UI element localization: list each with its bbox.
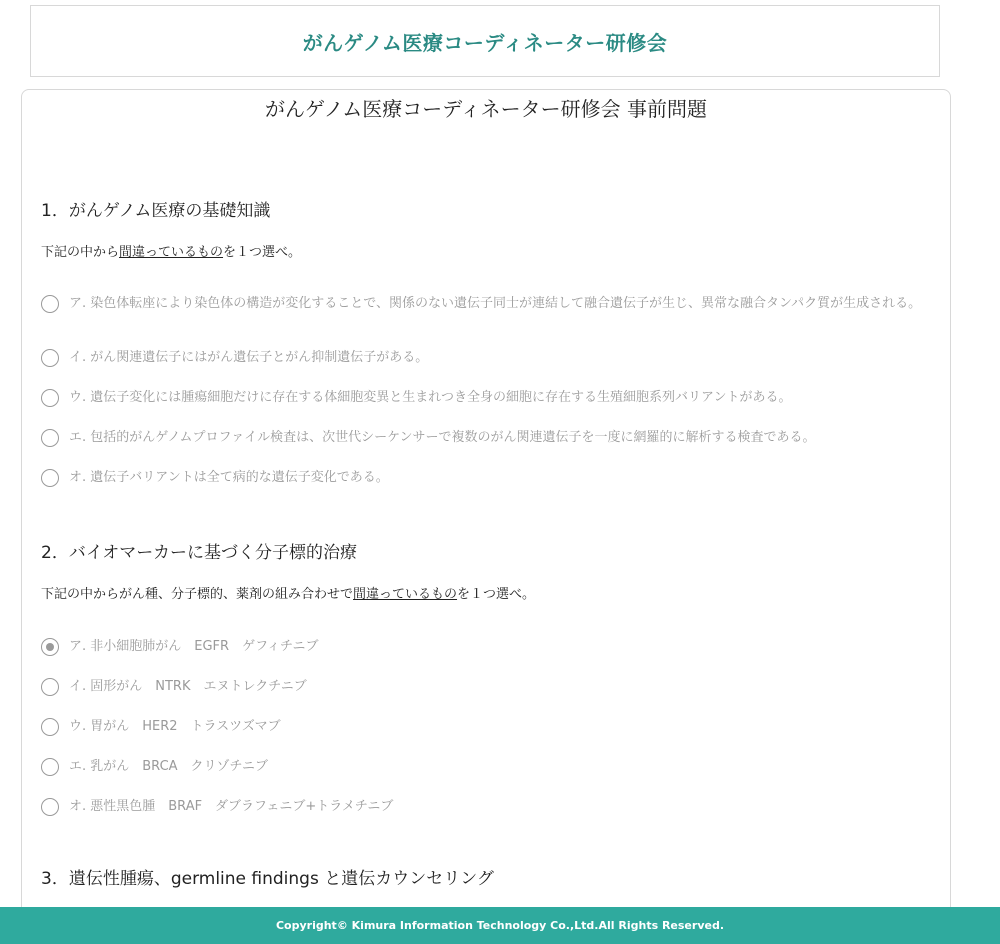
question-1-title: 1．がんゲノム医療の基礎知識 bbox=[41, 201, 271, 221]
page-title: がんゲノム医療コーディネーター研修会 事前問題 bbox=[265, 97, 707, 121]
radio-button[interactable] bbox=[41, 469, 59, 487]
question-2-title: 2．バイオマーカーに基づく分子標的治療 bbox=[41, 543, 357, 563]
question-2 bbox=[41, 538, 941, 602]
site-title: がんゲノム医療コーディネーター研修会 bbox=[302, 30, 668, 55]
instruction-text: を１つ選べ。 bbox=[223, 245, 302, 260]
answer-option[interactable] bbox=[41, 469, 931, 487]
instruction-text: 下記の中からがん種、分子標的、薬剤の組み合わせで bbox=[41, 587, 354, 602]
instruction-emphasis: 間違っているもの bbox=[119, 245, 224, 260]
copyright-text: Copyright© Kimura Information Technology Co.,Ltd.All Rights Reserved. bbox=[275, 919, 724, 932]
radio-button[interactable] bbox=[41, 758, 59, 776]
instruction-text: を１つ選べ。 bbox=[457, 587, 536, 602]
question-1 bbox=[41, 196, 941, 260]
quiz-card bbox=[21, 89, 951, 929]
answer-option[interactable] bbox=[41, 758, 931, 776]
answer-option[interactable] bbox=[41, 718, 931, 736]
answer-option-label: ア. 非小細胞肺がん EGFR ゲフィチニブ bbox=[69, 639, 319, 654]
radio-button[interactable] bbox=[41, 798, 59, 816]
answer-option[interactable] bbox=[41, 638, 931, 656]
answer-option[interactable] bbox=[41, 295, 931, 313]
answer-option-label: オ. 悪性黒色腫 BRAF ダブラフェニブ+トラメチニブ bbox=[69, 799, 394, 814]
answer-option-label: ウ. 胃がん HER2 トラスツズマブ bbox=[69, 719, 281, 734]
radio-button[interactable] bbox=[41, 429, 59, 447]
instruction-text: 下記の中から bbox=[41, 245, 120, 260]
answer-option[interactable] bbox=[41, 429, 931, 447]
radio-button[interactable] bbox=[41, 638, 59, 656]
footer bbox=[0, 907, 1000, 944]
answer-option[interactable] bbox=[41, 389, 931, 407]
radio-button[interactable] bbox=[41, 295, 59, 313]
radio-button[interactable] bbox=[41, 349, 59, 367]
question-3-title: 3．遺伝性腫瘍、germline findings と遺伝カウンセリング bbox=[41, 869, 494, 889]
question-1-instruction bbox=[41, 241, 941, 260]
answer-option[interactable] bbox=[41, 798, 931, 816]
answer-option-label: イ. がん関連遺伝子にはがん遺伝子とがん抑制遺伝子がある。 bbox=[69, 350, 429, 365]
radio-button[interactable] bbox=[41, 389, 59, 407]
radio-button[interactable] bbox=[41, 678, 59, 696]
answer-option-label: ウ. 遺伝子変化には腫瘍細胞だけに存在する体細胞変異と生まれつき全身の細胞に存在する生殖細胞系列バリアントがある。 bbox=[69, 390, 792, 405]
answer-option[interactable] bbox=[41, 678, 931, 696]
answer-option-label: イ. 固形がん NTRK エヌトレクチニブ bbox=[69, 679, 307, 694]
answer-option-label: オ. 遺伝子バリアントは全て病的な遺伝子変化である。 bbox=[69, 470, 389, 485]
site-header bbox=[30, 5, 940, 77]
question-3 bbox=[41, 864, 941, 889]
instruction-emphasis: 間違っているもの bbox=[353, 587, 458, 602]
answer-option[interactable] bbox=[41, 349, 931, 367]
answer-option-label: ア. 染色体転座により染色体の構造が変化することで、関係のない遺伝子同士が連結して融合遺伝子が生じ、異常な融合タンパク質が生成される。 bbox=[69, 296, 922, 311]
answer-option-label: エ. 包括的がんゲノムプロファイル検査は、次世代シーケンサーで複数のがん関連遺伝子を一度に網羅的に解析する検査である。 bbox=[69, 430, 816, 445]
answer-option-label: エ. 乳がん BRCA クリゾチニブ bbox=[69, 759, 269, 774]
question-2-instruction bbox=[41, 583, 941, 602]
radio-button[interactable] bbox=[41, 718, 59, 736]
